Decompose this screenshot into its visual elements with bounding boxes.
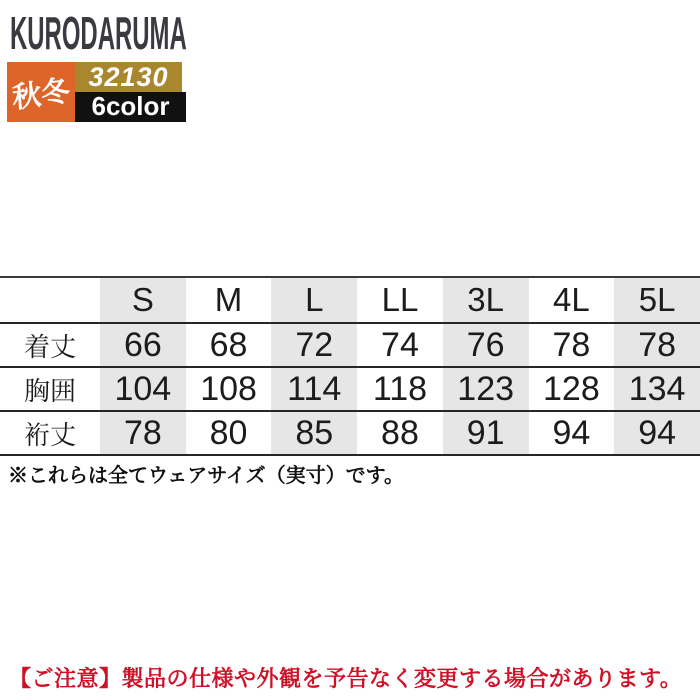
table-row [0, 323, 700, 367]
size-value-cell: 78 [614, 323, 700, 367]
size-value-cell: 123 [443, 367, 529, 411]
size-value-cell: 118 [372, 369, 428, 408]
product-code-badge: 32130 [75, 62, 182, 92]
size-value-cell: 88 [381, 413, 419, 452]
size-value-cell: 78 [552, 325, 591, 364]
row-label: 裄丈 [23, 419, 76, 450]
size-column-header: LL [381, 281, 419, 318]
size-value-cell: 66 [100, 323, 186, 367]
size-value-cell: 134 [614, 367, 700, 411]
size-value-cell: 91 [443, 411, 529, 455]
size-value-cell: 104 [100, 367, 186, 411]
size-value-cell: 68 [209, 325, 248, 364]
size-value-cell: 114 [271, 367, 357, 411]
size-column-header: 3L [443, 277, 529, 323]
season-badge-label: 秋冬 [11, 74, 72, 115]
size-value-cell: 94 [552, 413, 591, 452]
size-column-header: L [271, 277, 357, 323]
size-value-cell: 80 [209, 413, 248, 452]
size-value-cell: 108 [200, 369, 257, 408]
size-table-header-row [0, 277, 700, 323]
size-note: ※これらは全てウェアサイズ（実寸）です。 [8, 465, 404, 487]
table-row [0, 367, 700, 411]
size-value-cell: 85 [271, 411, 357, 455]
size-value-cell: 72 [271, 323, 357, 367]
table-row [0, 411, 700, 455]
size-column-header: 5L [614, 277, 700, 323]
size-value-cell: 78 [100, 411, 186, 455]
size-table-corner-cell [0, 277, 100, 323]
color-count-badge: 6color [75, 92, 186, 122]
size-table [0, 276, 700, 456]
brand-logo: KURODARUMA [10, 7, 187, 59]
disclaimer-note: 【ご注意】製品の仕様や外観を予告なく変更する場合があります。 [9, 666, 683, 691]
size-value-cell: 128 [543, 369, 600, 408]
season-badge [7, 62, 75, 122]
size-column-header: S [100, 277, 186, 323]
size-column-header: 4L [553, 281, 590, 318]
size-value-cell: 74 [381, 325, 419, 364]
size-column-header: M [214, 281, 243, 318]
size-value-cell: 94 [614, 411, 700, 455]
size-value-cell: 76 [443, 323, 529, 367]
row-label: 着丈 [23, 331, 76, 362]
row-label: 胸囲 [23, 375, 76, 406]
